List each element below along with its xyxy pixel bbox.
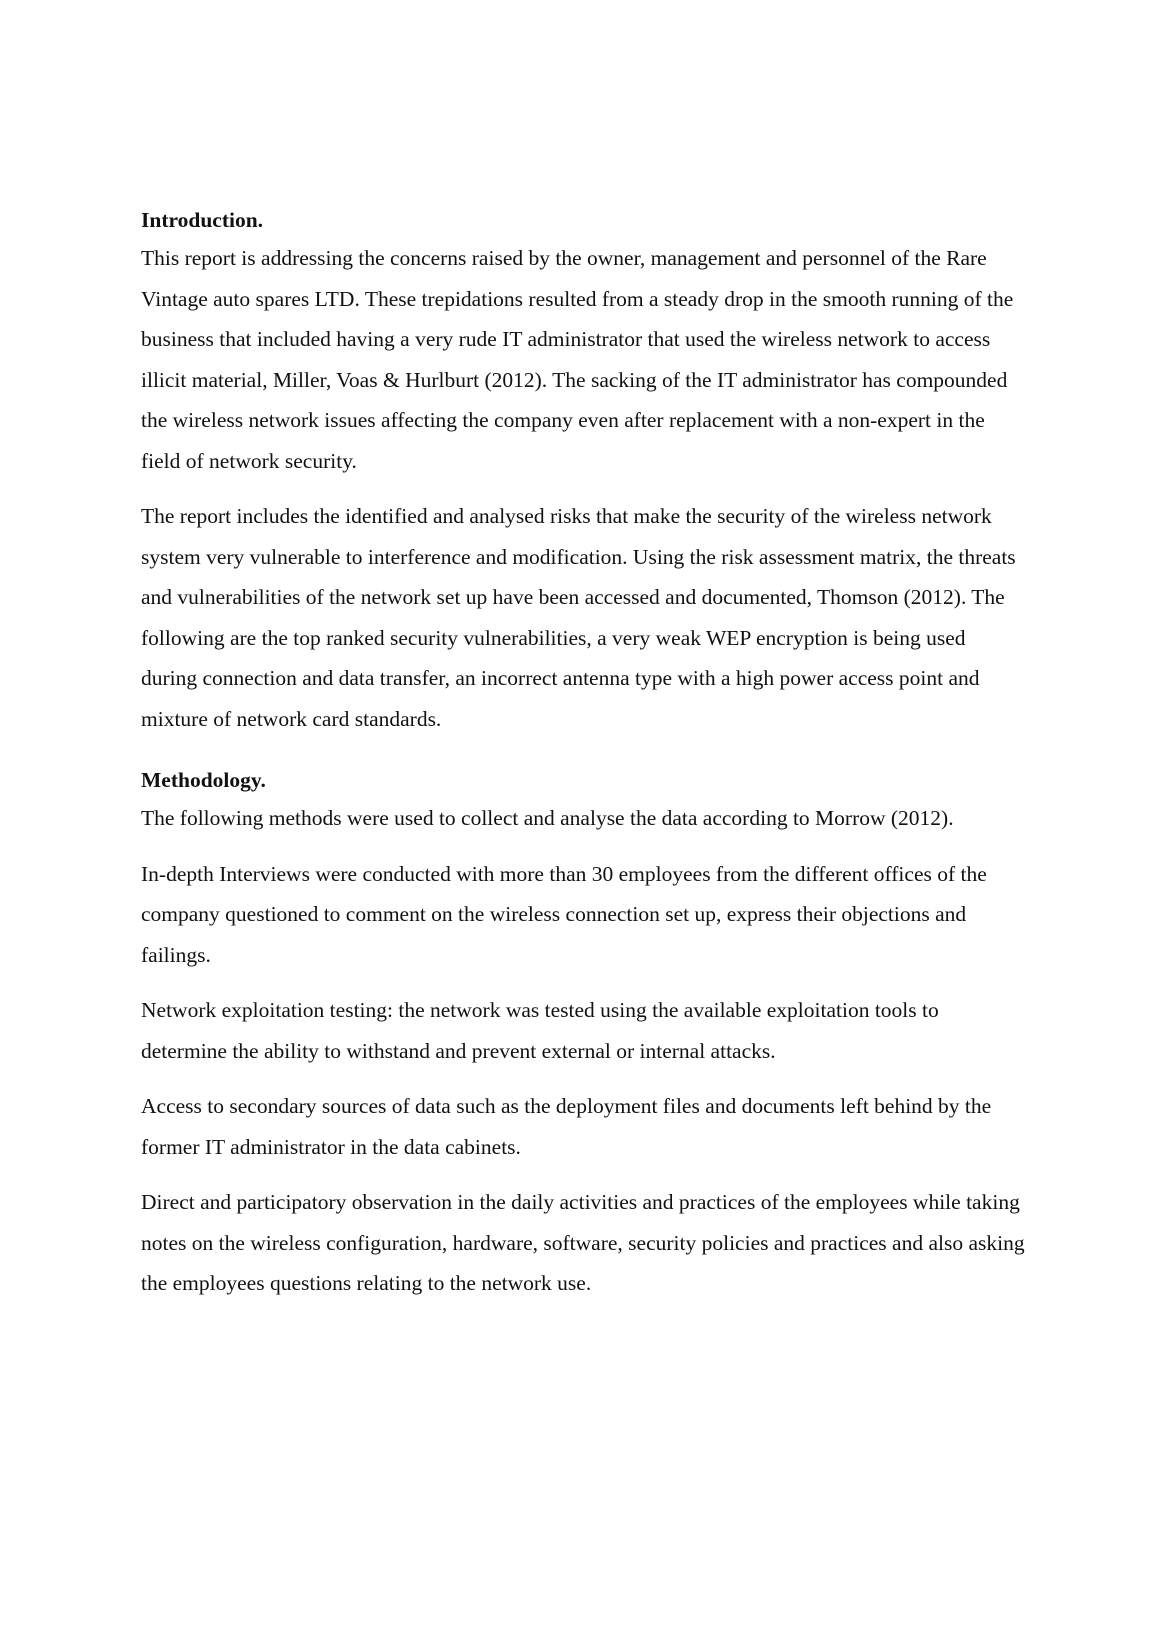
methodology-paragraph-4: Access to secondary sources of data such as the deployment files and documents left behind by the former IT administrator in the data cabinets. (141, 1094, 992, 1159)
methodology-paragraph-5: Direct and participatory observation in the daily activities and practices of the employees while taking notes on the wireless configuration, hardware, software, security policies and practices and also asking the employees questions relating to the network use. (141, 1190, 1025, 1295)
methodology-paragraph-2: In-depth Interviews were conducted with more than 30 employees from the different offices of the company questioned to comment on the wireless connection set up, express their objections and failings. (141, 861, 987, 967)
introduction-paragraph-2: The report includes the identified and analysed risks that make the security of the wireless network system very vulnerable to interference and modification. Using the risk assessment matrix, the threats and vulnerabilities of the network set up have been accessed and documented, Thomson (2012). The following are the top ranked security vulnerabilities, a very weak WEP encryption is being used during connection and data transfer, an incorrect antenna type with a high power access point and mixture of network card standards. (141, 504, 1016, 731)
methodology-heading: Methodology. (141, 768, 266, 792)
introduction-heading: Introduction. (141, 208, 264, 232)
introduction-paragraph-1: This report is addressing the concerns raised by the owner, management and personnel of the Rare Vintage auto spares LTD. These trepidations resulted from a steady drop in the smooth running of the business that included having a very rude IT administrator that used the wireless network to access illicit material, Miller, Voas & Hurlburt (2012). The sacking of the IT administrator has compounded the wireless network issues affecting the company even after replacement with a non-expert in the field of network security. (141, 246, 1014, 473)
document-body (141, 202, 1026, 1319)
methodology-paragraph-1: The following methods were used to collect and analyse the data according to Morrow (2012). (141, 806, 954, 830)
methodology-paragraph-3: Network exploitation testing: the network was tested using the available exploitation tools to determine the ability to withstand and prevent external or internal attacks. (141, 998, 939, 1063)
